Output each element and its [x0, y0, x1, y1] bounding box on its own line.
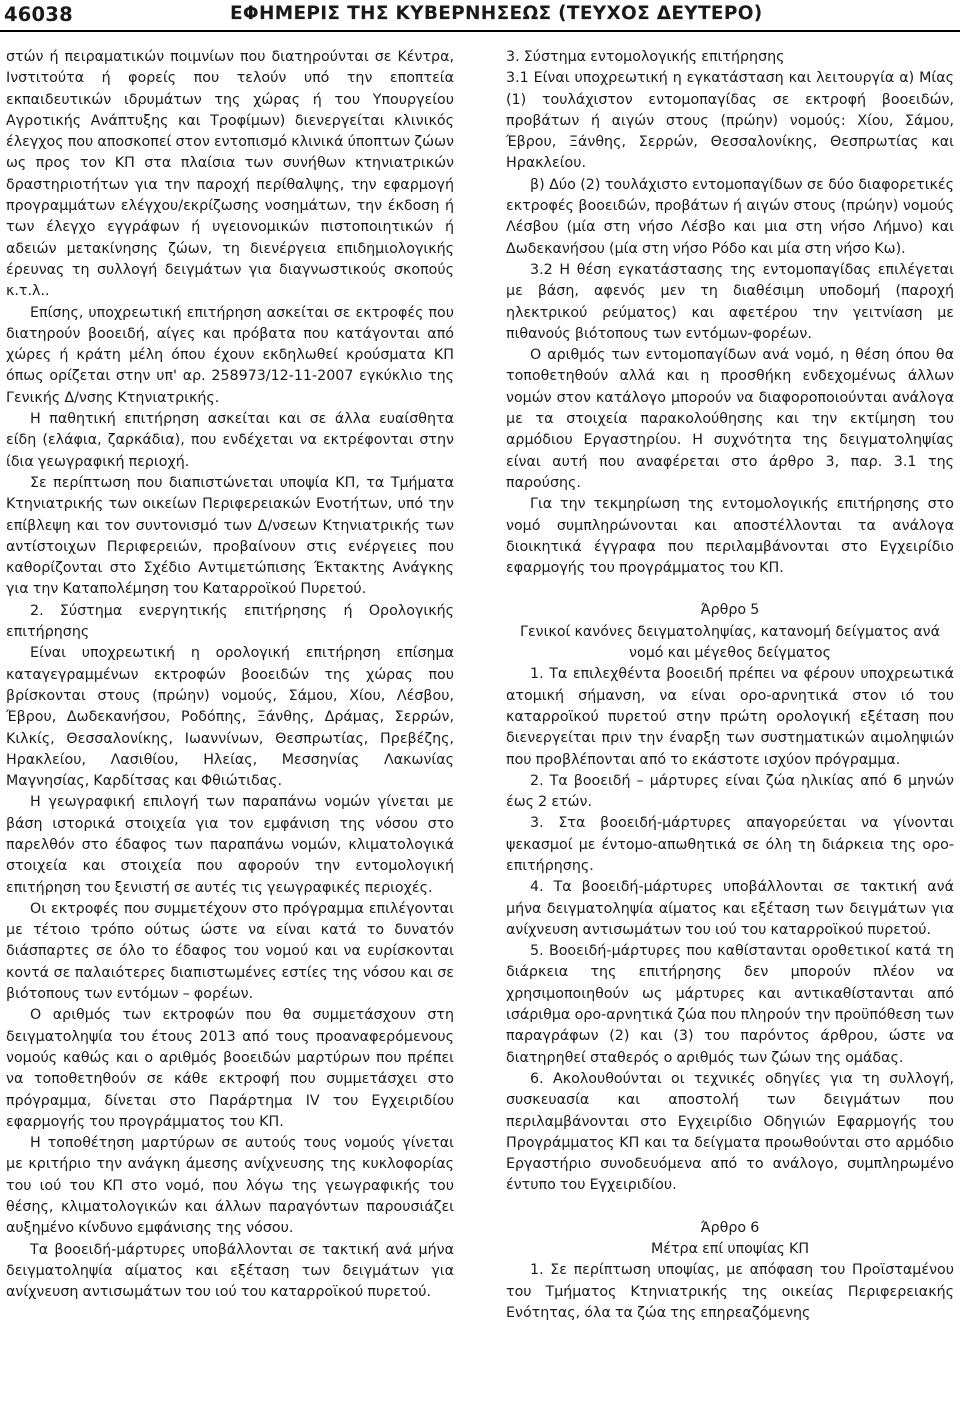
article-6-subtitle: Μέτρα επί υποψίας ΚΠ	[650, 1241, 810, 1258]
paragraph: 6. Ακολουθούνται οι τεχνικές οδηγίες για τη συλλογή, συσκευασία και αποστολή των δειγμάτων που περιλαμβάνονται στο Εγχειρίδιο Οδηγιών Εφαρμογής του Προγράμματος ΚΠ και τα δείγματα προωθούνται στο αρμόδιο Εργαστήριο συνοδευόμενα από το ανάλογο, συμπληρωμένο έντυπο του Εγχειριδίου.	[506, 1070, 954, 1194]
paragraph: 3. Στα βοοειδή-μάρτυρες απαγορεύεται να γίνονται ψεκασμοί με έντομο-απωθητικά σε όλη τη διάρκεια της ορο-επιτήρησης.	[506, 815, 954, 874]
paragraph: Η τοποθέτηση μαρτύρων σε αυτούς τους νομούς γίνεται με κριτήριο την ανάγκη άμεσης ανίχνευσης της κυκλοφορίας του ιού του ΚΠ στο νομό, που λόγω της γεωγραφικής του θέσης, κλιματολογικών και άλλων παραγόντων παρουσιάζει αυξημένο κίνδυνο εμφάνισης της νόσου.	[6, 1135, 454, 1237]
section-heading: 3. Σύστημα εντομολογικής επιτήρησης	[506, 49, 785, 65]
paragraph: Για την τεκμηρίωση της εντομολογικής επιτήρησης στο νομό συμπληρώνονται και αποστέλλονται τα ανάλογα διοικητικά έγγραφα που περιλαμβάνονται στο Εγχειρίδιο εφαρμογής του προγράμματος του ΚΠ.	[506, 496, 954, 577]
paragraph: Η γεωγραφική επιλογή των παραπάνω νομών γίνεται με βάση ιστορικά στοιχεία για τον εμφάνιση της νόσου στο παρελθόν στο έδαφος των παραπάνω νομών, κλιματολογικά στοιχεία και στοιχεία που αφορούν την εντομολογική επιτήρηση του ξενιστή σε αυτές τις γεωγραφικές περιοχές.	[6, 794, 454, 896]
paragraph: Τα βοοειδή-μάρτυρες υποβάλλονται σε τακτική ανά μήνα δειγματοληψία αίματος και εξέταση των δειγμάτων για ανίχνευση αντισωμάτων του ιού του καταρροϊκού πυρετού.	[6, 1241, 454, 1301]
page-number: 46038	[4, 3, 73, 26]
article-5-subtitle: Γενικοί κανόνες δειγματοληψίας, κατανομή δείγματος ανά νομό και μέγεθος δείγματος	[520, 623, 940, 662]
header-rule	[0, 30, 960, 32]
paragraph: 4. Τα βοοειδή-μάρτυρες υποβάλλονται σε τακτική ανά μήνα δειγματοληψία αίματος και εξέταση των δειγμάτων για ανίχνευση αντισωμάτων του ιού του καταρροϊκού πυρετού.	[506, 879, 954, 938]
right-column	[506, 47, 954, 1324]
paragraph: Σε περίπτωση που διαπιστώνεται υποψία ΚΠ, τα Τμήματα Κτηνιατρικής των οικείων Περιφερειακών Ενοτήτων, υπό την επίβλεψη και τον συντονισμό των Δ/νσεων Κτηνιατρικής των αντίστοιχων Περιφερειών, προβαίνουν στις ενέργειες που καθορίζονται στο Σχέδιο Αντιμετώπισης Έκτακτης Ανάγκης για την Καταπολέμηση του Καταρροϊκού Πυρετού.	[6, 474, 454, 598]
running-title: ΕΦΗΜΕΡΙΣ ΤΗΣ ΚΥΒΕΡΝΗΣΕΩΣ (ΤΕΥΧΟΣ ΔΕΥΤΕΡΟ)	[230, 3, 763, 24]
paragraph: 3.2 Η θέση εγκατάστασης της εντομοπαγίδας επιλέγεται με βάση, αφενός μεν τη διαθέσιμη υποδομή (παροχή ηλεκτρικού ρεύματος) και αφετέρου την γειτνίαση με πιθανούς βιότοπους των εντόμων-φορέων.	[506, 261, 954, 342]
paragraph: 3.1 Είναι υποχρεωτική η εγκατάσταση και λειτουργία α) Μίας (1) τουλάχιστον εντομοπαγίδας σε εκτροφή βοοειδών, προβάτων ή αιγών στους (πρώην) νομούς: Χίου, Σάμου, Έβρου, Ξάνθης, Σερρών, Θεσσαλονίκης, Θεσπρωτίας και Ηρακλείου.	[506, 70, 954, 172]
paragraph: Είναι υποχρεωτική η ορολογική επιτήρηση επίσημα καταγεγραμμένων εκτροφών βοοειδών της χώρας που βρίσκονται στους (πρώην) νομούς, Σάμου, Χίου, Λέσβου, Έβρου, Δωδεκανήσου, Ροδόπης, Ξάνθης, Δράμας, Σερρών, Κιλκίς, Θεσσαλονίκης, Ιωαννίνων, Θεσπρωτίας, Πρεβέζης, Ηρακλείου, Λασιθίου, Ηλείας, Μεσσηνίας Λακωνίας Μαγνησίας, Καρδίτσας και Φθιώτιδας.	[6, 645, 454, 790]
paragraph: Ο αριθμός των εκτροφών που θα συμμετάσχουν στη δειγματοληψία του έτους 2013 από τους προαναφερόμενους νομούς καθώς και ο αριθμός βοοειδών μαρτύρων που πρέπει να τοποθετηθούν σε κάθε εκτροφή που συμμετάσχει στο πρόγραμμα, δίνεται στο Παράρτημα IV του Εγχειριδίου εφαρμογής του προγράμματος του ΚΠ.	[6, 1007, 454, 1130]
article-6-title: Άρθρο 6	[700, 1219, 760, 1236]
article-5-title: Άρθρο 5	[700, 602, 760, 619]
left-column	[6, 47, 454, 1304]
page-header	[0, 0, 960, 34]
paragraph: β) Δύο (2) τουλάχιστο εντομοπαγίδων σε δύο διαφορετικές εκτροφές βοοειδών, προβάτων ή αιγών στους (πρώην) νομούς Λέσβου (μία στη νήσο Λέσβο και μια στη νήσο Λήμνο) και Δωδεκανήσου (μία στη νήσο Ρόδο και μία στη νήσο Κω).	[506, 176, 954, 257]
paragraph: στών ή πειραματικών ποιμνίων που διατηρούνται σε Κέντρα, Ινστιτούτα ή φορείς που τελούν υπό την εποπτεία εκπαιδευτικών ιδρυμάτων της χώρας ή του Υπουργείου Αγροτικής Ανάπτυξης και Τροφίμων) διενεργείται κλινικός έλεγχος που αποσκοπεί στον εντοπισμό κλινικά ύποπτων ζώων ως προς τον ΚΠ στα πλαίσια των συνήθων κτηνιατρικών δραστηριοτήτων για την παροχή περίθαλψης, την εφαρμογή προγραμμάτων ελέγχου/εκρίζωσης νοσημάτων, την έκδοση ή των έλεγχο εγγράφων ή υγειονομικών πιστοποιητικών ή αδειών μετακίνησης ζώων, τη διενέργεια επιδημιολογικής έρευνας τη συλλογή δειγμάτων για διαγνωστικούς σκοπούς κ.τ.λ..	[6, 49, 454, 300]
paragraph: 1. Τα επιλεχθέντα βοοειδή πρέπει να φέρουν υποχρεωτικά ατομική σήμανση, να είναι ορο-αρνητικά στον ιό του καταρροϊκού πυρετού στην πρώτη ορολογική εξέταση που διενεργείται πριν την έναρξη των συστηματικών αιμοληψιών που προβλέπονται από το εκάστοτε ισχύον πρόγραμμα.	[506, 666, 954, 768]
paragraph: Επίσης, υποχρεωτική επιτήρηση ασκείται σε εκτροφές που διατηρούν βοοειδή, αίγες και πρόβατα που κατάγονται από χώρες ή κράτη μέλη όπου έχουν εκδηλωθεί κρούσματα ΚΠ όπως ορίζεται στην υπ' αρ. 258973/12-11-2007 εγκύκλιο της Γενικής Δ/νσης Κτηνιατρικής.	[6, 304, 454, 406]
paragraph: Η παθητική επιτήρηση ασκείται και σε άλλα ευαίσθητα είδη (ελάφια, ζαρκάδια), που ενδέχεται να εκτρέφονται στην ίδια γεωγραφική περιοχή.	[6, 411, 454, 470]
paragraph: 2. Τα βοοειδή – μάρτυρες είναι ζώα ηλικίας από 6 μηνών έως 2 ετών.	[506, 772, 954, 811]
paragraph: 1. Σε περίπτωση υποψίας, με απόφαση του Προϊσταμένου του Τμήματος Κτηνιατρικής της οικείας Περιφερειακής Ενότητας, όλα τα ζώα της επηρεαζόμενης	[506, 1262, 954, 1321]
paragraph: Οι εκτροφές που συμμετέχουν στο πρόγραμμα επιλέγονται με τέτοιο τρόπο ούτως ώστε να είναι κατά το δυνατόν διάσπαρτες σε όλο το έδαφος του νομού και να ευρίσκονται κοντά σε παλαιότερες διαπιστωμένες εστίες της νόσου και σε βιότοπους των εντόμων – φορέων.	[6, 900, 454, 1003]
paragraph: Ο αριθμός των εντομοπαγίδων ανά νομό, η θέση όπου θα τοποθετηθούν αλλά και η προσθήκη ενδεχομένως άλλων νομών στον κατάλογο μπορούν να διαφοροποιούνται ανάλογα με τα στοιχεία παρακολούθησης και την εκτίμηση του αρμόδιου Εργαστηρίου. Η συχνότητα της δειγματοληψίας είναι αυτή που αναφέρεται στο άρθρο 3, παρ. 3.1 της παρούσης.	[506, 347, 954, 491]
section-heading: 2. Σύστημα ενεργητικής επιτήρησης ή Ορολογικής επιτήρησης	[6, 602, 454, 641]
paragraph: 5. Βοοειδή-μάρτυρες που καθίστανται οροθετικοί κατά τη διάρκεια της επιτήρησης δεν μπορούν πλέον να χρησιμοποιηθούν ως μάρτυρες και αντικαθίστανται από ισάριθμα ορο-αρνητικά ζώα που πληρούν την προϋπόθεση των παραγράφων (2) και (3) του παρόντος άρθρου, ώστε να διατηρηθεί σταθερός ο αριθμός των ζώων της ομάδας.	[506, 943, 954, 1066]
